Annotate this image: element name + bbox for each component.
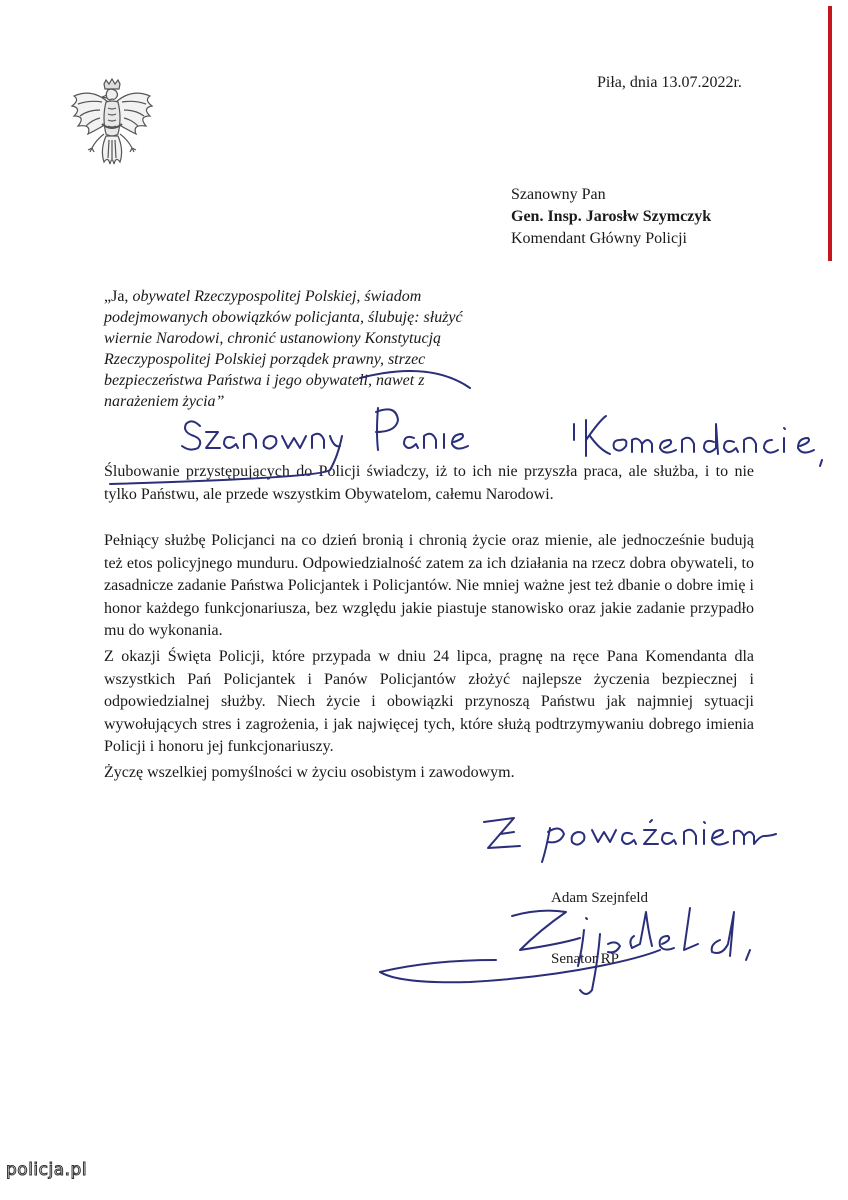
signatory-title: Senator RP — [551, 951, 619, 967]
letter-paragraph: Życzę wszelkiej pomyślności w życiu osobistym i zawodowym. — [104, 764, 515, 781]
source-watermark: policja.pl — [6, 1160, 88, 1180]
red-margin-bar — [828, 6, 832, 261]
addressee-position: Komendant Główny Policji — [511, 230, 687, 247]
letter-date: Piła, dnia 13.07.2022r. — [597, 74, 742, 91]
signatory-name: Adam Szejnfeld — [551, 890, 649, 906]
letter-paragraph: Ślubowanie przystępujących do Policji świadczy, iż to ich nie przyszła praca, ale służba, i to nie tylko Państwu, ale przede wszystkim Obywatelom, całemu Narodowi. — [104, 463, 754, 503]
oath-lead: „Ja, — [104, 288, 129, 305]
addressee-name: Gen. Insp. Jarosłw Szymczyk — [511, 208, 712, 225]
letter-paragraph: Z okazji Święta Policji, które przypada w dniu 24 lipca, pragnę na ręce Pana Komendanta dla wszystkich Pań Policjantek i Panów Policjantów złożyć najlepsze życzenia bezpiecznej i odpowiedzialnej służby. Niech życie i obowiązki przynoszą Państwu jak najmniej sytuacji wywołujących stres i zagrożenia, i jak najwięcej tych, które służą podtrzymywaniu dobrego imienia Policji i honoru jej funkcjonariuszy. — [104, 648, 754, 755]
addressee-salutation: Szanowny Pan — [511, 186, 606, 203]
letter-paragraph: Pełniący służbę Policjanci na co dzień bronią i chronią życie oraz mienie, ale jednocześnie budują też etos policyjnego munduru. Odpowiedzialność zatem za ich działania na rzecz dobra obywateli, to zasadnicze zadanie Państwa Policjantek i Policjantów. Nie mniej ważne jest też dbanie o dobre imię i honor każdego funkcjonariusza, bez względu jakie piastuje stanowisko oraz jakie zadanie przypadło mu do wykonania. — [104, 532, 754, 639]
polish-eagle-icon — [62, 78, 162, 178]
police-oath-quote — [104, 286, 484, 412]
oath-text: obywatel Rzeczypospolitej Polskiej, świadom podejmowanych obowiązków policjanta, ślubuję: służyć wiernie Narodowi, chronić ustanowiony Konstytucją Rzeczypospolitej Polskiej porządek prawny, strzec bezpieczeństwa Państwa i jego obywateli, nawet z narażeniem życia” — [104, 288, 463, 410]
addressee-block — [511, 184, 711, 250]
handwritten-closing — [484, 818, 776, 862]
